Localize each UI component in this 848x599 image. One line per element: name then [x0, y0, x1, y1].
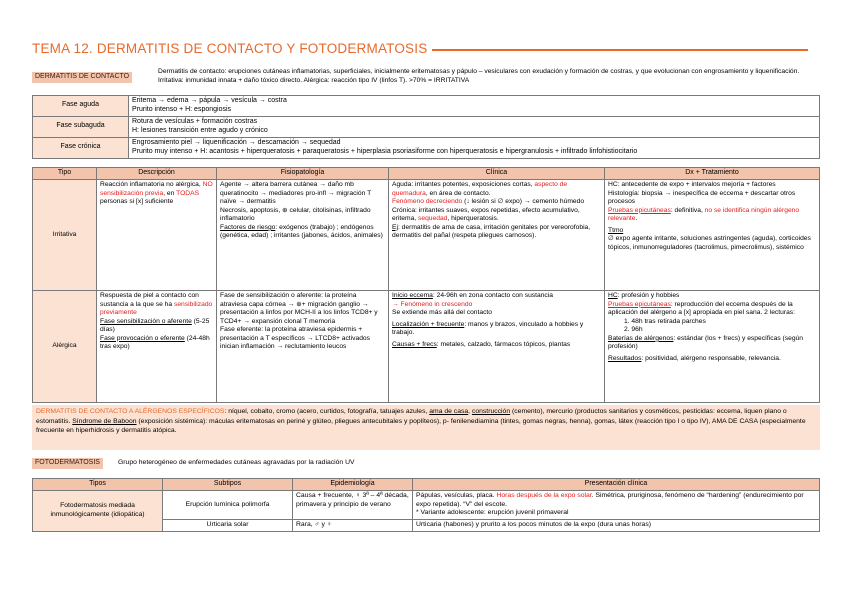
main-header-row — [33, 168, 820, 180]
text: , en — [163, 189, 177, 197]
text: : dermatitis de ama de casa, irritación genitales por vereorofobia, dermatitis del pañal (respeta pliegues carnosos). — [392, 223, 591, 240]
foto-row — [33, 490, 820, 519]
phase-label: Fase crónica — [33, 137, 129, 158]
subheading: Resultados — [608, 355, 642, 362]
text: , hiperqueratosis. — [447, 215, 499, 223]
subheading: Baterías de alérgenos — [608, 334, 674, 342]
text-group — [220, 224, 385, 241]
highlight: sensibilizado previamente — [100, 300, 213, 317]
clinica-cell — [389, 290, 605, 402]
dx-cell — [605, 290, 820, 402]
fisio-cell — [217, 290, 389, 402]
text-group — [608, 335, 816, 352]
text: : níquel, cobalto, cromo (acero, curtidos, fotografía, tatuajes azules, — [224, 408, 430, 415]
alergenos-heading: DERMATITIS DE CONTACTO A ALÉRGENOS ESPECÍFICOS — [36, 408, 225, 415]
col-header: Presentación clínica — [413, 479, 820, 491]
phases-table — [32, 95, 820, 159]
subheading: Fase provocación o eferente — [100, 334, 185, 342]
col-header: Tipo — [33, 168, 97, 180]
text: : positividad, alérgeno responsable, relevancia. — [641, 355, 781, 362]
text: * Variante adolescente: erupción juvenil primaveral — [416, 509, 569, 517]
text: : metales, calzado, fármacos tópicos, plantas — [436, 340, 571, 348]
intro-text: Dermatitis de contacto: erupciones cutáneas inflamatorias, superficiales, inicialmente eritematosas y pápulo – vesiculares con exudación y formación de costras, y que evolucionan con engrosamiento y liquenificación. Irritativa: inmunidad innata + daño tóxico directo. Alérgica: reacción tipo IV (linfos T). >70% = IRRITATIVA — [158, 68, 800, 85]
text-group — [392, 321, 601, 338]
clin-cell — [413, 490, 820, 519]
text: Histología: biopsia → inespecífica de eccema + descartar otros procesos — [608, 189, 796, 206]
foto-table — [32, 478, 820, 532]
text: Respuesta de piel a contacto con sustancia a la que se ha — [100, 291, 199, 308]
phase-label: Fase subaguda — [33, 116, 129, 137]
text: , en área de contacto. — [425, 189, 491, 197]
text: : manos y brazos, vinculado a hobbies y trabajo. — [392, 320, 584, 337]
text: . Simétrica, pruriginosa, fenómeno de “hardening” (endurecimiento por expo repetida). “V” del escote. — [416, 491, 804, 508]
highlight: TODAS — [176, 189, 200, 197]
text: : profesión y hobbies — [617, 291, 680, 299]
text-group — [392, 292, 601, 301]
list-item: 1. 48h tras retirada parches — [624, 317, 706, 325]
text: : definitiva, — [670, 206, 705, 214]
col-header: Subtipos — [163, 479, 293, 491]
highlight: Pruebas epicutáneas — [608, 206, 671, 214]
text: : estándar (los + frecs) y específicas (según profesión) — [608, 334, 803, 351]
fisio-cell — [217, 179, 389, 290]
text: ∅ expo agente irritante, soluciones astringentes (aguda), corticoides tópicos, inmunorreguladores (tacrolimus, pimecrolimus), sistémico — [608, 235, 811, 251]
alergenos-block — [32, 405, 820, 450]
subheading: HC — [608, 291, 618, 299]
col-header: Dx + Tratamiento — [605, 168, 820, 180]
phase-row — [33, 96, 820, 117]
title-rule — [432, 49, 808, 51]
alergica-row — [33, 290, 820, 402]
foto-intro: Grupo heterogéneo de enfermedades cutáneas agravadas por la radiación UV — [118, 459, 355, 466]
text: : exógenos (trabajo) ; endógenos (genética, edad) ; irritantes (jabones, ácidos, animales) — [220, 223, 383, 240]
text: (↓ lesión si ∅ expo) → cemento húmedo — [462, 198, 585, 206]
subheading: Fase sensibilización o aferente — [100, 317, 192, 325]
desc-cell — [97, 290, 217, 402]
main-table — [32, 167, 820, 403]
dermatitis-label: DERMATITIS DE CONTACTO — [32, 72, 132, 83]
text: (5-25 días) — [100, 317, 210, 334]
text: (cemento), mercurio (productos sanitarios y cosméticos, pesticidas: eccema, liquen plano o estomatitis. — [36, 408, 787, 425]
text: Aguda: irritantes potentes, exposiciones cortas, — [392, 180, 535, 188]
text: Fase eferente: la proteína atraviesa epidermis + presentación a T específicos → LTCD8+ activados inician inflamación → reclutamiento leucos — [220, 326, 370, 351]
list-item: 2. 96h — [624, 326, 643, 334]
col-header: Fisiopatología — [217, 168, 389, 180]
text: Se extiende más allá del contacto — [392, 309, 493, 317]
text-group — [100, 335, 213, 352]
highlight: → Fenómeno in crescendo — [392, 300, 473, 308]
text: ama de casa — [429, 408, 469, 415]
phase-row — [33, 137, 820, 158]
text-group — [392, 341, 601, 350]
text-group — [100, 292, 213, 318]
text: Crónica: irritantes suaves, expos repetidas, efecto acumulativo, eritema, — [392, 206, 580, 223]
text-group — [608, 292, 816, 301]
phase-content — [129, 116, 820, 137]
text: : 24-96h en zona contacto con sustancia — [432, 291, 553, 299]
desc-cell — [97, 179, 217, 290]
subheading: Localización + frecuente — [392, 320, 465, 328]
text: personas si [x] suficiente — [100, 198, 174, 206]
foto-label: FOTODERMATOSIS — [32, 458, 103, 469]
phase-label: Fase aguda — [33, 96, 129, 117]
clin-cell: Urticaria (habones) y prurito a los pocos minutos de la expo (dura unas horas) — [413, 520, 820, 532]
col-header: Descripción — [97, 168, 217, 180]
text: , — [468, 408, 472, 415]
text: Síndrome de Baboon — [72, 417, 137, 425]
text: Pápulas, vesículas, placa. — [416, 491, 497, 499]
phase-line: Rotura de vesículas + formación costras — [132, 117, 258, 125]
page-title: TEMA 12. DERMATITIS DE CONTACTO Y FOTODERMATOSIS — [32, 41, 428, 56]
text: . — [635, 215, 638, 223]
col-header: Tipos — [33, 479, 163, 491]
highlight: Pruebas epicutáneas — [608, 300, 671, 308]
subheading: Ej — [392, 223, 398, 231]
subheading: Causas + frecs — [392, 340, 437, 348]
text: Necrosis, apoptosis, ⊕ celular, citolisinas, infiltrado inflamatorio — [220, 206, 371, 223]
highlight: Horas después de la expo solar — [496, 491, 592, 499]
foto-type-cell: Fotodermatosis mediada inmunológicamente (idiopática) — [33, 490, 163, 531]
highlight: aspecto de quemadura — [392, 180, 568, 197]
highlight: no se identifica ningún alérgeno relevante — [608, 206, 800, 223]
phase-row — [33, 116, 820, 137]
text: Reacción inflamatoria no alérgica, — [100, 180, 203, 188]
subheading: Factores de riesgo — [220, 223, 276, 231]
text-group — [392, 198, 601, 207]
epi-cell: Rara, ♂ y ♀ — [293, 520, 413, 532]
subheading: Inicio eccema — [392, 291, 433, 299]
clinica-cell — [389, 179, 605, 290]
highlight: sequedad — [418, 215, 448, 223]
subtipo-cell: Erupción lumínica polimorfa — [163, 490, 293, 519]
type-cell: Alérgica — [33, 290, 97, 402]
col-header: Clínica — [389, 168, 605, 180]
text: construcción — [471, 408, 511, 415]
text-group — [608, 207, 816, 224]
phase-line: Prurito intenso + H: espongiosis — [132, 105, 232, 113]
highlight: Fenómeno decreciendo — [392, 198, 463, 206]
text: (24-48h tras expo) — [100, 334, 210, 351]
text: (exposición sistémica): máculas eritematosas en periné y glúteo, pliegues antecubitales y poplíteos), p- fenilenediamina (tintes, gomas negras, henna), gomas, látex (reacción tipo I o tipo IV), AMA DE CASA (especialmente frecuente en hiperhidrosis y dermatitis atópica. — [36, 417, 806, 435]
highlight: NO sensibilización previa — [100, 180, 213, 197]
text-group — [392, 224, 601, 241]
text: Fase de sensibilización o aferente: la proteína atraviesa capa córnea → ⊕+ migración ganglio → presentación a linfos por MCH-II a los linfos TCD8+ y TCD4+ → expansión clonal T memoria — [220, 291, 378, 325]
subheading: Ttmo — [608, 226, 624, 234]
text: HC: antecedente de expo + intervalos mejoría + factores — [608, 180, 776, 188]
col-header: Epidemiología — [293, 479, 413, 491]
text-group — [608, 301, 816, 318]
phase-content — [129, 137, 820, 158]
epi-cell: Causa + frecuente, ♀ 3ª – 4ª década, primavera y principio de verano — [293, 490, 413, 519]
text: : reproducción del eccema después de la aplicación del alérgeno a [x] apropiada en piel sana. 2 lecturas: — [608, 300, 796, 317]
irritativa-row — [33, 179, 820, 290]
phase-line: Eritema → edema → pápula → vesícula → costra — [132, 97, 287, 104]
foto-header-row — [33, 479, 820, 491]
phase-content — [129, 96, 820, 117]
text-group — [100, 318, 213, 335]
text-group — [392, 207, 601, 224]
dx-cell — [605, 179, 820, 290]
text-group — [608, 355, 816, 364]
text-group — [392, 181, 601, 198]
phase-line: Prurito muy intenso + H: acantosis + hiperqueratosis + paraqueratosis + hiperplasia psoriasiforme con hiperqueratosis e hipergranulosis + infiltrado linfohistiocitario — [132, 147, 638, 155]
subtipo-cell: Urticaria solar — [163, 520, 293, 532]
type-cell: Irritativa — [33, 179, 97, 290]
phase-line: H: lesiones transición entre agudo y crónico — [132, 126, 268, 134]
text: Agente → altera barrera cutánea → daño mb queratinocito → mediadores pro-infl → migración T naïve → dermatitis — [220, 180, 372, 206]
phase-line: Engrosamiento piel → liquenificación → descamación → sequedad — [132, 138, 341, 146]
